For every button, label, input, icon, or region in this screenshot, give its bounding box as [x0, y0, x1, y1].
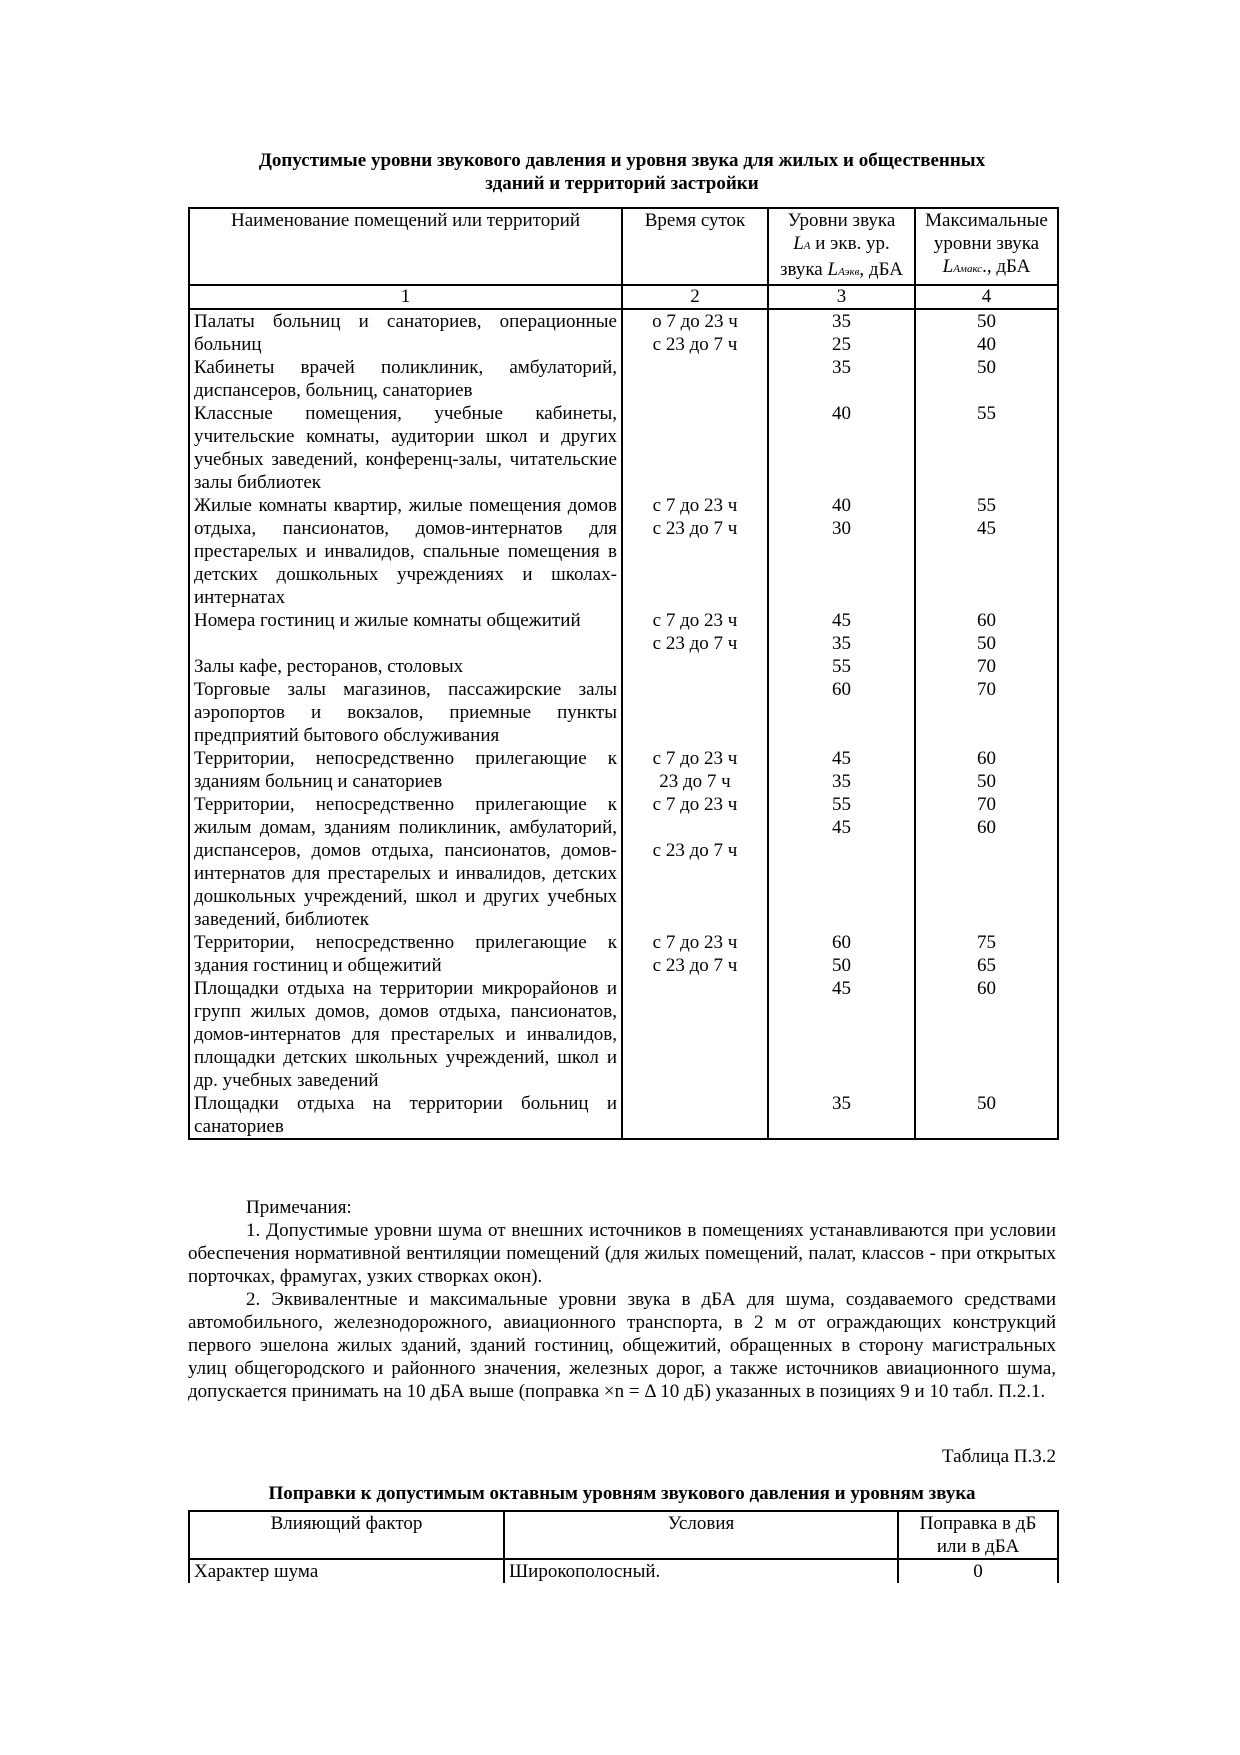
cell-name: Площадки отдыха на территории микрорайонов и групп жилых домов, домов отдыха, пансионатов, домов-интернатов для престарелых и инвалидов, площадки детских школьных учреждений, школ и др. учебных заведений	[189, 977, 622, 1092]
header-factor: Влияющий фактор	[189, 1511, 504, 1559]
cell-name: Палаты больниц и санаториев, операционные больниц	[189, 309, 622, 356]
header-conditions: Условия	[504, 1511, 898, 1559]
col-number: 4	[915, 285, 1058, 309]
cell-level: 60 50	[768, 931, 915, 977]
table-row	[189, 1092, 1058, 1139]
table-row	[189, 678, 1058, 747]
table-row	[189, 356, 1058, 402]
cell-max: 75 65	[915, 931, 1058, 977]
table2-header-row	[189, 1511, 1058, 1559]
cell-max: 60 50 70	[915, 609, 1058, 678]
cell-correction: 0	[898, 1559, 1058, 1583]
cell-time: с 7 до 23 ч с 23 до 7 ч	[622, 931, 768, 977]
table-row	[189, 609, 1058, 678]
cell-level: 40 30	[768, 494, 915, 609]
cell-max: 50 40	[915, 309, 1058, 356]
table1-header-row	[189, 208, 1058, 285]
cell-time: о 7 до 23 ч с 23 до 7 ч	[622, 309, 768, 356]
cell-time	[622, 977, 768, 1092]
cell-name: Территории, непосредственно прилегающие к жилым домам, зданиям поликлиник, амбулаторий, диспансеров, домов отдыха, пансионатов, домов-интернатов для престарелых и инвалидов, детских дошкольных учреждений, школ и других учебных заведений, библиотек	[189, 793, 622, 931]
col-number: 3	[768, 285, 915, 309]
cell-factor: Характер шума	[189, 1559, 504, 1583]
cell-max: 50	[915, 1092, 1058, 1139]
cell-name: Территории, непосредственно прилегающие к зданиям больниц и санаториев	[189, 747, 622, 793]
table-row	[189, 793, 1058, 931]
cell-name: Территории, непосредственно прилегающие к здания гостиниц и общежитий	[189, 931, 622, 977]
cell-time: с 7 до 23 ч 23 до 7 ч	[622, 747, 768, 793]
cell-max: 55	[915, 402, 1058, 494]
header-time: Время суток	[622, 208, 768, 285]
col-number: 2	[622, 285, 768, 309]
cell-name: Кабинеты врачей поликлиник, амбулаторий, диспансеров, больниц, санаториев	[189, 356, 622, 402]
note-1: 1. Допустимые уровни шума от внешних источников в помещениях устанавливаются при условии обеспечения нормативной вентиляции помещений (для жилых помещений, палат, классов - при открытых порточках, фрамугах, узких створках окон).	[188, 1220, 1056, 1287]
corrections-table	[188, 1510, 1059, 1583]
cell-level: 45 35	[768, 747, 915, 793]
header-max: Максимальные уровни звука LАмакс., дБА	[915, 208, 1058, 285]
cell-name: Площадки отдыха на территории больниц и санаториев	[189, 1092, 622, 1139]
note-2: 2. Эквивалентные и максимальные уровни звука в дБА для шума, создаваемого средствами автомобильного, железнодорожного, авиационного транспорта, в 2 м от ограждающих конструкций первого эшелона жилых зданий, зданий гостиниц, общежитий, обращенных в сторону магистральных улиц общегородского и районного значения, железных дорог, а также источников авиационного шума, допускается принимать на 10 дБА выше (поправка ×n = Δ 10 дБ) указанных в позициях 9 и 10 табл. П.2.1.	[188, 1289, 1056, 1402]
header-name: Наименование помещений или территорий	[189, 208, 622, 285]
table1-title	[188, 149, 1056, 195]
table2-title: Поправки к допустимым октавным уровням звукового давления и уровням звука	[268, 1483, 976, 1504]
header-correction: Поправка в дБ или в дБА	[898, 1511, 1058, 1559]
table1-body	[189, 309, 1058, 1139]
notes-section	[188, 1196, 1056, 1403]
cell-level: 35	[768, 356, 915, 402]
cell-max: 70	[915, 678, 1058, 747]
noise-levels-table	[188, 207, 1059, 1140]
cell-time: с 7 до 23 ч с 23 до 7 ч	[622, 494, 768, 609]
table1-title-line2: зданий и территорий застройки	[485, 173, 759, 194]
table-row	[189, 402, 1058, 494]
table-row	[189, 494, 1058, 609]
cell-level: 55 45	[768, 793, 915, 931]
cell-level: 35 25	[768, 309, 915, 356]
table-row	[189, 309, 1058, 356]
cell-max: 55 45	[915, 494, 1058, 609]
cell-max: 50	[915, 356, 1058, 402]
table-row	[189, 747, 1058, 793]
cell-time	[622, 678, 768, 747]
table1-title-line1: Допустимые уровни звукового давления и уровня звука для жилых и общественных	[258, 150, 986, 171]
cell-level: 45	[768, 977, 915, 1092]
cell-time: с 7 до 23 ч с 23 до 7 ч	[622, 609, 768, 678]
cell-time: с 7 до 23 ч с 23 до 7 ч	[622, 793, 768, 931]
table-row	[189, 931, 1058, 977]
cell-level: 40	[768, 402, 915, 494]
cell-name: Классные помещения, учебные кабинеты, учительские комнаты, аудитории школ и других учебных заведений, конференц-залы, читательские залы библиотек	[189, 402, 622, 494]
table-row	[189, 977, 1058, 1092]
cell-max: 60 50	[915, 747, 1058, 793]
cell-time	[622, 402, 768, 494]
cell-time	[622, 356, 768, 402]
cell-max: 60	[915, 977, 1058, 1092]
cell-level: 60	[768, 678, 915, 747]
cell-name: Торговые залы магазинов, пассажирские залы аэропортов и вокзалов, приемные пункты предприятий бытового обслуживания	[189, 678, 622, 747]
table2-label: Таблица П.3.2	[942, 1446, 1056, 1467]
cell-max: 70 60	[915, 793, 1058, 931]
notes-heading: Примечания:	[246, 1197, 352, 1218]
cell-level: 35	[768, 1092, 915, 1139]
cell-time	[622, 1092, 768, 1139]
cell-name: Жилые комнаты квартир, жилые помещения домов отдыха, пансионатов, домов-интернатов для престарелых и инвалидов, спальные помещения в детских дошкольных учреждениях и школах-интернатах	[189, 494, 622, 609]
col-number: 1	[189, 285, 622, 309]
cell-level: 45 35 55	[768, 609, 915, 678]
cell-name: Номера гостиниц и жилые комнаты общежитий Залы кафе, ресторанов, столовых	[189, 609, 622, 678]
header-level: Уровни звука LA и экв. ур. звука LАэкв, дБА	[768, 208, 915, 285]
cell-condition: Широкополосный.	[504, 1559, 898, 1583]
table-row	[189, 1559, 1058, 1583]
table1-column-numbers	[189, 285, 1058, 309]
